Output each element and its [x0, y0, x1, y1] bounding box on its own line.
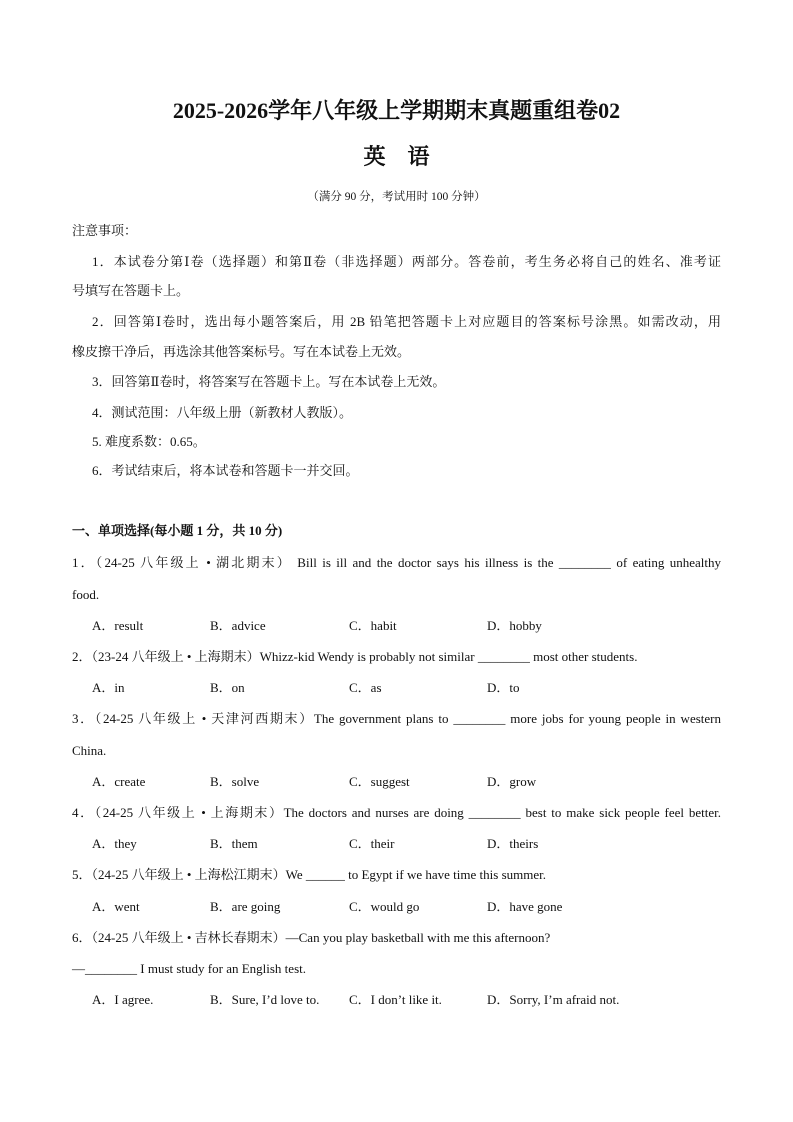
q6-option-a: A．I agree.	[92, 992, 154, 1007]
question-2-line-1: 2．（23-24 八年级上 • 上海期末）Whizz-kid Wendy is probably not similar ________ most other students.	[72, 649, 638, 664]
q3-option-b: B．solve	[210, 774, 260, 789]
q6-option-c: C．I don’t like it.	[349, 992, 442, 1007]
q2-option-a: A．in	[92, 680, 125, 695]
q4-option-d: D．theirs	[487, 836, 539, 851]
notice-item-1-line-1: 1．本试卷分第Ⅰ卷（选择题）和第Ⅱ卷（非选择题）两部分。答卷前，考生务必将自己的姓名、准考证	[92, 254, 721, 269]
notice-item-3: 3．回答第Ⅱ卷时，将答案写在答题卡上。写在本试卷上无效。	[92, 374, 446, 389]
q3-option-a: A．create	[92, 774, 146, 789]
notice-item-6: 6．考试结束后，将本试卷和答题卡一并交回。	[92, 463, 359, 478]
question-1-line-2: food.	[72, 587, 100, 602]
question-3-line-1: 3．（24-25 八年级上 • 天津河西期末）The government plans to ________ more jobs for young people in western	[72, 711, 721, 726]
q4-option-b: B．them	[210, 836, 258, 851]
q1-option-d: D．hobby	[487, 618, 542, 633]
question-6-line-2: —________ I must study for an English test.	[72, 961, 306, 976]
q6-option-d: D．Sorry, I’m afraid not.	[487, 992, 620, 1007]
notice-item-2-line-1: 2．回答第Ⅰ卷时，选出每小题答案后，用 2B 铅笔把答题卡上对应题目的答案标号涂黑。如需改动，用	[92, 314, 721, 329]
question-5-line-1: 5．（24-25 八年级上 • 上海松江期末）We ______ to Egypt if we have time this summer.	[72, 867, 546, 882]
question-6-line-1: 6．（24-25 八年级上 • 吉林长春期末）—Can you play basketball with me this afternoon?	[72, 930, 551, 945]
q2-option-b: B．on	[210, 680, 245, 695]
notice-item-5: 5. 难度系数：0.65。	[92, 434, 206, 449]
q2-option-c: C．as	[349, 680, 382, 695]
question-4-line-1: 4．（24-25 八年级上 • 上海期末）The doctors and nurses are doing ________ best to make sick people feel better.	[72, 805, 721, 820]
notice-item-2-line-2: 橡皮擦干净后，再选涂其他答案标号。写在本试卷上无效。	[72, 344, 411, 359]
q6-option-b: B．Sure, I’d love to.	[210, 992, 320, 1007]
subject-title: 英语	[363, 144, 452, 169]
q2-option-d: D．to	[487, 680, 520, 695]
q3-option-d: D．grow	[487, 774, 537, 789]
notice-item-4: 4．测试范围：八年级上册（新教材人教版）。	[92, 405, 353, 420]
q1-option-c: C．habit	[349, 618, 397, 633]
q5-option-d: D．have gone	[487, 899, 563, 914]
q4-option-a: A．they	[92, 836, 137, 851]
q5-option-a: A．went	[92, 899, 140, 914]
section-title: 一、单项选择(每小题 1 分，共 10 分)	[72, 523, 283, 538]
q4-option-c: C．their	[349, 836, 395, 851]
notice-item-1-line-2: 号填写在答题卡上。	[72, 283, 190, 298]
question-3-line-2: China.	[72, 743, 107, 758]
q1-option-a: A．result	[92, 618, 144, 633]
exam-subtitle: （满分 90 分，考试用时 100 分钟）	[307, 191, 486, 203]
q3-option-c: C．suggest	[349, 774, 410, 789]
q5-option-c: C．would go	[349, 899, 420, 914]
notice-heading: 注意事项：	[72, 223, 138, 238]
q5-option-b: B．are going	[210, 899, 281, 914]
exam-title: 2025-2026学年八年级上学期期末真题重组卷02	[172, 98, 621, 123]
q1-option-b: B．advice	[210, 618, 266, 633]
question-1-line-1: 1．（24-25 八年级上 • 湖北期末） Bill is ill and the doctor says his illness is the ________ of eating unhealthy	[72, 555, 721, 570]
